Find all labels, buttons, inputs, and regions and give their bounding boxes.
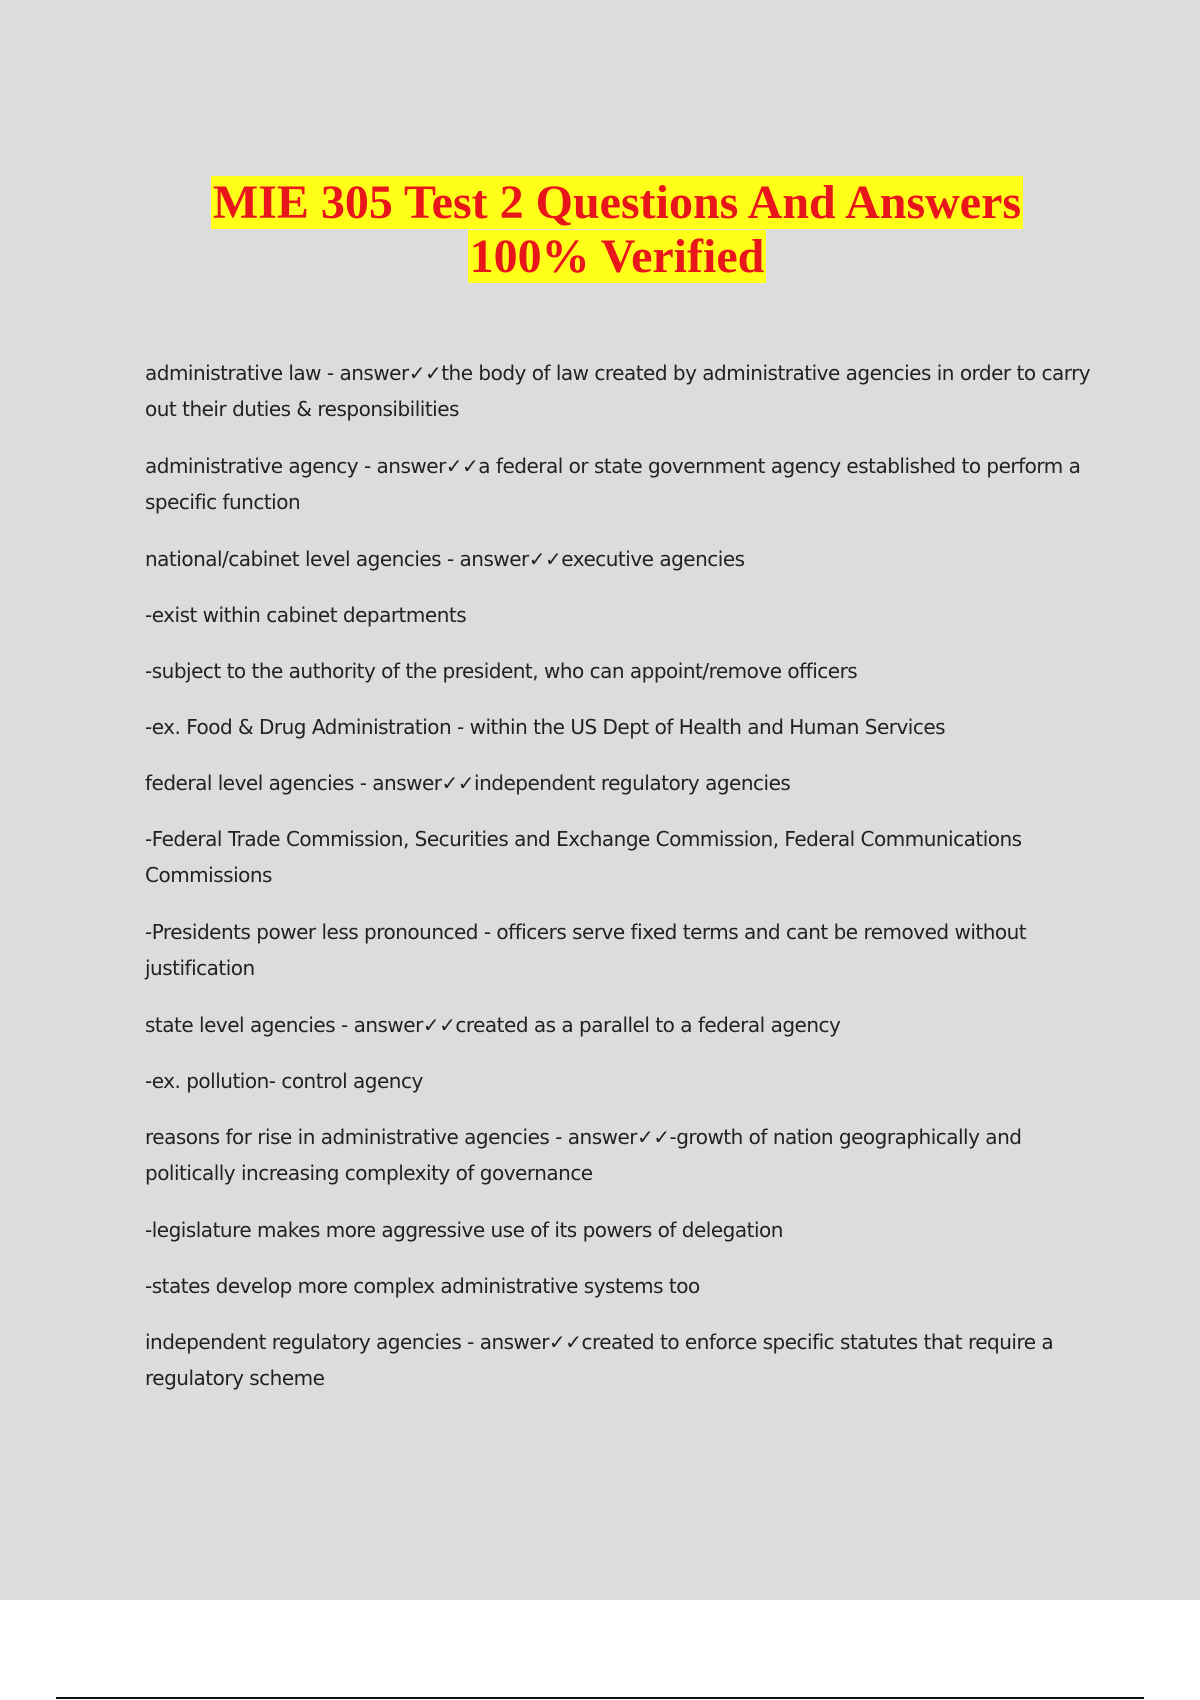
document-title <box>0 176 1200 284</box>
paragraph-administrative-agency: administrative agency - answer✓✓a federal or state government agency established to perform a specific function <box>145 454 1081 514</box>
bottom-divider <box>56 1697 1144 1699</box>
paragraph-bullet: -legislature makes more aggressive use of its powers of delegation <box>145 1218 783 1242</box>
title-line-2: 100% Verified <box>469 230 765 283</box>
paragraph-bullet: -Presidents power less pronounced - officers serve fixed terms and cant be removed without justification <box>145 920 1027 980</box>
paragraph-independent-agencies: independent regulatory agencies - answer✓✓created to enforce specific statutes that require a regulatory scheme <box>145 1330 1054 1390</box>
paragraph-state-agencies: state level agencies - answer✓✓created as a parallel to a federal agency <box>145 1013 841 1037</box>
title-line-1: MIE 305 Test 2 Questions And Answers <box>212 176 1022 229</box>
paragraph-bullet: -Federal Trade Commission, Securities and Exchange Commission, Federal Communications Commissions <box>145 827 1022 887</box>
paragraph-bullet: -states develop more complex administrative systems too <box>145 1274 700 1298</box>
paragraph-administrative-law: administrative law - answer✓✓the body of law created by administrative agencies in order to carry out their duties & responsibilities <box>145 361 1091 421</box>
document-body <box>145 355 1095 1417</box>
paragraph-bullet: -ex. pollution- control agency <box>145 1069 423 1093</box>
paragraph-bullet: -exist within cabinet departments <box>145 603 467 627</box>
paragraph-reasons-for-rise: reasons for rise in administrative agencies - answer✓✓-growth of nation geographically and politically increasing complexity of governance <box>145 1125 1022 1185</box>
paragraph-national-agencies: national/cabinet level agencies - answer✓✓executive agencies <box>145 547 745 571</box>
paragraph-federal-agencies: federal level agencies - answer✓✓independent regulatory agencies <box>145 771 791 795</box>
paragraph-bullet: -subject to the authority of the president, who can appoint/remove officers <box>145 659 858 683</box>
paragraph-bullet: -ex. Food & Drug Administration - within the US Dept of Health and Human Services <box>145 715 946 739</box>
